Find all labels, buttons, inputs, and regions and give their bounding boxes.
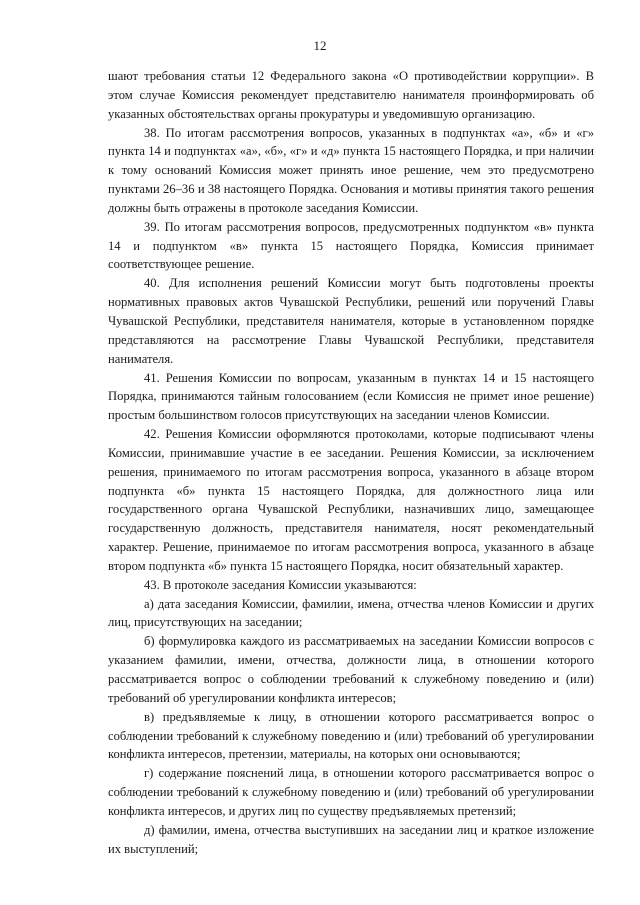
subitem-v: в) предъявляемые к лицу, в отношении которого рассматривается вопрос о соблюдении требований к служебному поведению и (или) требований об урегулировании конфликта интересов, претензии, материалы, на которых они основываются; <box>108 709 594 762</box>
paragraph-37-continuation: шают требования статьи 12 Федерального закона «О противодействии коррупции». В этом случае Комиссия рекомендует представителю нанимателя проинформировать об указанных обстоятельствах органы прокуратуры и уведомившую организацию. <box>108 69 594 121</box>
document-body <box>108 67 594 858</box>
page-number: 12 <box>313 38 327 53</box>
paragraph-39: 39. По итогам рассмотрения вопросов, предусмотренных подпунктом «в» пункта 14 и подпунктом «в» пункта 15 настоящего Порядка, Комиссия принимает соответствующее решение. <box>108 219 594 272</box>
paragraph-43: 43. В протоколе заседания Комиссии указываются: <box>144 577 417 592</box>
subitem-g: г) содержание пояснений лица, в отношении которого рассматривается вопрос о соблюдении требований к служебному поведению и (или) требований об урегулировании конфликта интересов, и других лиц по существу предъявляемых претензий; <box>108 766 594 818</box>
subitem-d: д) фамилии, имена, отчества выступивших на заседании лиц и краткое изложение их выступлений; <box>108 822 594 856</box>
subitem-b: б) формулировка каждого из рассматриваемых на заседании Комиссии вопросов с указанием фамилии, имени, отчества, должности лица, в отношении которого рассматривается вопрос о соблюдении требований к служебному поведению и (или) требований об урегулировании конфликта интересов; <box>108 634 594 705</box>
subitem-a: а) дата заседания Комиссии, фамилии, имена, отчества членов Комиссии и других лиц, присутствующих на заседании; <box>108 596 594 630</box>
paragraph-40: 40. Для исполнения решений Комиссии могут быть подготовлены проекты нормативных правовых актов Чувашской Республики, решений или поручений Главы Чувашской Республики, представителя нанимателя, которые в установленном порядке представляются на рассмотрение Главы Чувашской Республики, представителя нанимателя. <box>108 276 594 366</box>
paragraph-42: 42. Решения Комиссии оформляются протоколами, которые подписывают члены Комиссии, принимавшие участие в ее заседании. Решения Комиссии, за исключением решения, принимаемого по итогам рассмотрения вопроса, указанного в абзаце втором подпункта «б» пункта 15 настоящего Порядка, для должностного лица или государственного органа Чувашской Республики, назначивших лицо, замещающее государственную должность, представителя нанимателя, носят рекомендательный характер. Решение, принимаемое по итогам рассмотрения вопроса, указанного в абзаце втором подпункта «б» пункта 15 настоящего Порядка, носит обязательный характер. <box>108 427 594 573</box>
paragraph-41: 41. Решения Комиссии по вопросам, указанным в пунктах 14 и 15 настоящего Порядка, принимаются тайным голосованием (если Комиссия не примет иное решение) простым большинством голосов присутствующих на заседании членов Комиссии. <box>108 370 594 423</box>
paragraph-38: 38. По итогам рассмотрения вопросов, указанных в подпунктах «а», «б» и «г» пункта 14 и подпунктах «а», «б», «г» и «д» пункта 15 настоящего Порядка, и при наличии к тому оснований Комиссия может принять иное решение, чем это предусмотрено пунктами 26–36 и 38 настоящего Порядка. Основания и мотивы принятия такого решения должны быть отражены в протоколе заседания Комиссии. <box>108 125 594 215</box>
